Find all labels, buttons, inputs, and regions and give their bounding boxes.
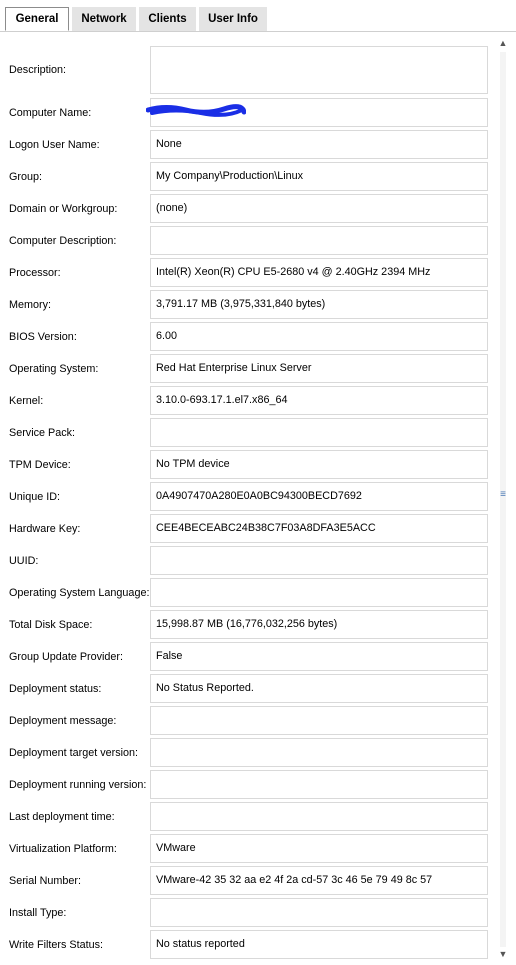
label-group: Group:	[9, 171, 43, 183]
row-group	[0, 162, 497, 192]
field-deployment-status[interactable]: No Status Reported.	[150, 674, 488, 703]
label-total-disk-space: Total Disk Space:	[9, 619, 93, 631]
label-deployment-running-version: Deployment running version:	[9, 779, 147, 791]
field-total-disk-space[interactable]: 15,998.87 MB (16,776,032,256 bytes)	[150, 610, 488, 639]
vertical-scrollbar[interactable]	[497, 38, 509, 963]
field-hardware-key[interactable]: CEE4BECEABC24B38C7F03A8DFA3E5ACC	[150, 514, 488, 543]
field-unique-id[interactable]: 0A4907470A280E0A0BC94300BECD7692	[150, 482, 488, 511]
label-bios-version: BIOS Version:	[9, 331, 77, 343]
scroll-grip-icon[interactable]: ≡	[500, 489, 506, 500]
field-kernel[interactable]: 3.10.0-693.17.1.el7.x86_64	[150, 386, 488, 415]
row-write-filters-status	[0, 930, 497, 960]
field-tpm-device[interactable]: No TPM device	[150, 450, 488, 479]
label-virtualization-platform: Virtualization Platform:	[9, 843, 117, 855]
row-group-update-provider	[0, 642, 497, 672]
row-virtualization-platform	[0, 834, 497, 864]
label-kernel: Kernel:	[9, 395, 44, 407]
label-deployment-message: Deployment message:	[9, 715, 117, 727]
row-memory	[0, 290, 497, 320]
field-operating-system[interactable]: Red Hat Enterprise Linux Server	[150, 354, 488, 383]
label-serial-number: Serial Number:	[9, 875, 82, 887]
field-install-type[interactable]	[150, 898, 488, 927]
scroll-down-icon[interactable]: ▼	[498, 949, 508, 959]
label-logon-user-name: Logon User Name:	[9, 139, 100, 151]
field-logon-user-name[interactable]: None	[150, 130, 488, 159]
field-computer-description[interactable]	[150, 226, 488, 255]
row-deployment-target-version	[0, 738, 497, 768]
row-install-type	[0, 898, 497, 928]
row-description	[0, 46, 497, 94]
field-group[interactable]: My Company\Production\Linux	[150, 162, 488, 191]
label-service-pack: Service Pack:	[9, 427, 76, 439]
tab-divider	[0, 31, 516, 32]
field-processor[interactable]: Intel(R) Xeon(R) CPU E5-2680 v4 @ 2.40GHz 2394 MHz	[150, 258, 488, 287]
label-operating-system: Operating System:	[9, 363, 99, 375]
label-deployment-status: Deployment status:	[9, 683, 102, 695]
label-memory: Memory:	[9, 299, 51, 311]
row-operating-system	[0, 354, 497, 384]
label-unique-id: Unique ID:	[9, 491, 61, 503]
label-computer-name: Computer Name:	[9, 107, 92, 119]
label-domain-or-workgroup: Domain or Workgroup:	[9, 203, 118, 215]
field-service-pack[interactable]	[150, 418, 488, 447]
field-operating-system-language[interactable]	[150, 578, 488, 607]
field-uuid[interactable]	[150, 546, 488, 575]
label-install-type: Install Type:	[9, 907, 67, 919]
row-hardware-key	[0, 514, 497, 544]
label-group-update-provider: Group Update Provider:	[9, 651, 124, 663]
row-deployment-running-version	[0, 770, 497, 800]
field-description[interactable]	[150, 46, 488, 94]
field-write-filters-status[interactable]: No status reported	[150, 930, 488, 959]
label-computer-description: Computer Description:	[9, 235, 117, 247]
label-last-deployment-time: Last deployment time:	[9, 811, 115, 823]
label-hardware-key: Hardware Key:	[9, 523, 81, 535]
tab-general[interactable]: General	[5, 7, 69, 31]
label-write-filters-status: Write Filters Status:	[9, 939, 103, 951]
label-description: Description:	[9, 64, 67, 76]
label-operating-system-language: Operating System Language:	[9, 587, 150, 599]
field-group-update-provider[interactable]: False	[150, 642, 488, 671]
row-service-pack	[0, 418, 497, 448]
row-bios-version	[0, 322, 497, 352]
field-last-deployment-time[interactable]	[150, 802, 488, 831]
field-deployment-target-version[interactable]	[150, 738, 488, 767]
field-domain-or-workgroup[interactable]: (none)	[150, 194, 488, 223]
row-logon-user-name	[0, 130, 497, 160]
row-computer-description	[0, 226, 497, 256]
field-serial-number[interactable]: VMware-42 35 32 aa e2 4f 2a cd-57 3c 46 5e 79 49 8c 57	[150, 866, 488, 895]
row-uuid	[0, 546, 497, 576]
row-unique-id	[0, 482, 497, 512]
field-virtualization-platform[interactable]: VMware	[150, 834, 488, 863]
redaction-scribble	[146, 104, 246, 118]
row-last-deployment-time	[0, 802, 497, 832]
tab-network[interactable]: Network	[72, 7, 136, 31]
field-deployment-running-version[interactable]	[150, 770, 488, 799]
row-deployment-status	[0, 674, 497, 704]
label-tpm-device: TPM Device:	[9, 459, 71, 471]
field-bios-version[interactable]: 6.00	[150, 322, 488, 351]
tab-clients[interactable]: Clients	[139, 7, 196, 31]
row-tpm-device	[0, 450, 497, 480]
row-operating-system-language	[0, 578, 497, 608]
row-processor	[0, 258, 497, 288]
label-deployment-target-version: Deployment target version:	[9, 747, 139, 759]
row-serial-number	[0, 866, 497, 896]
tab-user-info[interactable]: User Info	[199, 7, 267, 31]
scroll-up-icon[interactable]: ▲	[498, 38, 508, 48]
row-total-disk-space	[0, 610, 497, 640]
field-memory[interactable]: 3,791.17 MB (3,975,331,840 bytes)	[150, 290, 488, 319]
label-uuid: UUID:	[9, 555, 39, 567]
row-deployment-message	[0, 706, 497, 736]
label-processor: Processor:	[9, 267, 61, 279]
row-domain-or-workgroup	[0, 194, 497, 224]
field-deployment-message[interactable]	[150, 706, 488, 735]
row-kernel	[0, 386, 497, 416]
row-computer-name	[0, 98, 497, 128]
